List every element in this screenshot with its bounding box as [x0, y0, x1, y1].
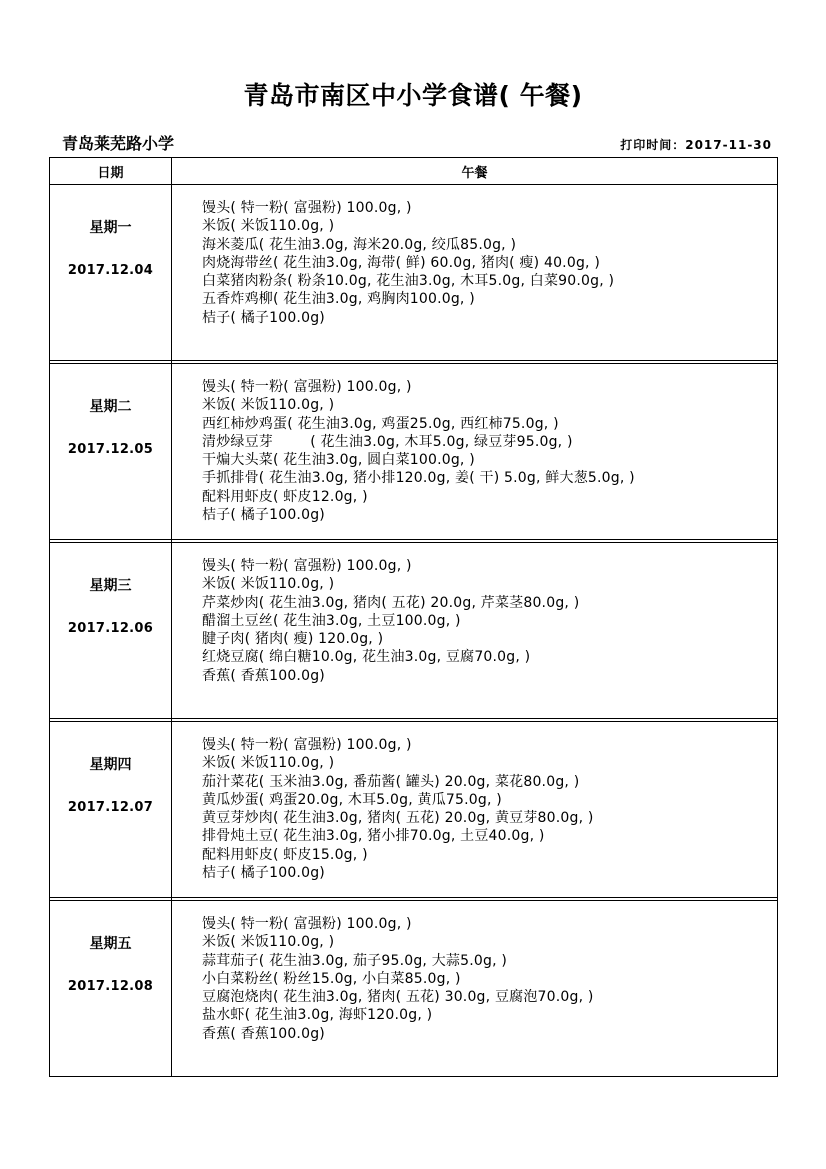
- lunch-item-list: [202, 378, 777, 524]
- print-time-label: 打印时间：: [620, 138, 686, 152]
- weekday-label: 星期五: [89, 936, 132, 952]
- list-item: 馒头( 特一粉( 富强粉) 100.0g, ): [202, 379, 412, 395]
- day-cell: [50, 543, 172, 719]
- menu-body: [50, 185, 778, 1077]
- list-item: 海米菱瓜( 花生油3.0g, 海米20.0g, 绞瓜85.0g, ): [202, 236, 517, 253]
- date-label: 2017.12.06: [67, 621, 154, 636]
- list-item: 小白菜粉丝( 粉丝15.0g, 小白菜85.0g, ): [202, 970, 461, 987]
- date-label: 2017.12.07: [67, 800, 154, 815]
- header-row: [50, 158, 778, 185]
- lunch-item-list: [202, 915, 777, 1043]
- table-row: [50, 722, 778, 898]
- weekday-label: 星期三: [89, 578, 132, 594]
- date-label: 2017.12.05: [67, 442, 154, 457]
- list-item: 馒头( 特一粉( 富强粉) 100.0g, ): [202, 200, 412, 216]
- list-item: 盐水虾( 花生油3.0g, 海虾120.0g, ): [202, 1007, 433, 1024]
- lunch-item-list: [202, 199, 777, 327]
- list-item: 桔子( 橘子100.0g): [202, 865, 325, 882]
- list-item: 馒头( 特一粉( 富强粉) 100.0g, ): [202, 916, 412, 932]
- list-item: 米饭( 米饭110.0g, ): [202, 397, 335, 414]
- header-lunch: 午餐: [172, 158, 778, 185]
- lunch-cell: [172, 722, 778, 898]
- list-item: 干煸大头菜( 花生油3.0g, 圆白菜100.0g, ): [202, 452, 475, 469]
- list-item: 肉烧海带丝( 花生油3.0g, 海带( 鲜) 60.0g, 猪肉( 瘦) 40.0g, ): [202, 254, 600, 271]
- list-item: 黄豆芽炒肉( 花生油3.0g, 猪肉( 五花) 20.0g, 黄豆芽80.0g, ): [202, 810, 594, 827]
- list-item: 蒜茸茄子( 花生油3.0g, 茄子95.0g, 大蒜5.0g, ): [202, 952, 508, 969]
- day-cell: [50, 901, 172, 1077]
- list-item: 米饭( 米饭110.0g, ): [202, 576, 335, 593]
- list-item: 馒头( 特一粉( 富强粉) 100.0g, ): [202, 737, 412, 753]
- list-item: 白菜猪肉粉条( 粉条10.0g, 花生油3.0g, 木耳5.0g, 白菜90.0g, ): [202, 273, 615, 290]
- page-title: 青岛市南区中小学食谱( 午餐): [243, 81, 583, 110]
- list-item: 芹菜炒肉( 花生油3.0g, 猪肉( 五花) 20.0g, 芹菜茎80.0g, ): [202, 594, 580, 611]
- list-item: 豆腐泡烧肉( 花生油3.0g, 猪肉( 五花) 30.0g, 豆腐泡70.0g, ): [202, 989, 594, 1006]
- date-label: 2017.12.08: [67, 979, 154, 994]
- list-item: 米饭( 米饭110.0g, ): [202, 218, 335, 235]
- day-cell: [50, 722, 172, 898]
- menu-table: [49, 157, 778, 1077]
- table-row: [50, 364, 778, 540]
- list-item: 茄汁菜花( 玉米油3.0g, 番茄酱( 罐头) 20.0g, 菜花80.0g, ): [202, 773, 580, 790]
- list-item: 五香炸鸡柳( 花生油3.0g, 鸡胸肉100.0g, ): [202, 291, 475, 308]
- list-item: 香蕉( 香蕉100.0g): [202, 667, 325, 684]
- day-cell: [50, 185, 172, 361]
- weekday-label: 星期二: [89, 399, 132, 415]
- list-item: 黄瓜炒蛋( 鸡蛋20.0g, 木耳5.0g, 黄瓜75.0g, ): [202, 791, 502, 808]
- header-date: 日期: [50, 158, 172, 185]
- list-item: 桔子( 橘子100.0g): [202, 309, 325, 326]
- lunch-cell: [172, 364, 778, 540]
- list-item: 桔子( 橘子100.0g): [202, 507, 325, 524]
- print-time: [620, 136, 772, 153]
- list-item: 米饭( 米饭110.0g, ): [202, 755, 335, 772]
- table-row: [50, 543, 778, 719]
- list-item: 清炒绿豆芽 ( 花生油3.0g, 木耳5.0g, 绿豆芽95.0g, ): [202, 433, 573, 450]
- lunch-item-list: [202, 557, 777, 685]
- list-item: 米饭( 米饭110.0g, ): [202, 934, 335, 951]
- list-item: 配料用虾皮( 虾皮12.0g, ): [202, 488, 368, 505]
- lunch-cell: [172, 901, 778, 1077]
- list-item: 红烧豆腐( 绵白糖10.0g, 花生油3.0g, 豆腐70.0g, ): [202, 649, 531, 666]
- lunch-cell: [172, 543, 778, 719]
- print-time-value: 2017-11-30: [685, 138, 772, 152]
- list-item: 腱子肉( 猪肉( 瘦) 120.0g, ): [202, 631, 384, 648]
- table-row: [50, 185, 778, 361]
- lunch-item-list: [202, 736, 777, 882]
- list-item: 西红柿炒鸡蛋( 花生油3.0g, 鸡蛋25.0g, 西红柿75.0g, ): [202, 415, 559, 432]
- list-item: 香蕉( 香蕉100.0g): [202, 1025, 325, 1042]
- list-item: 配料用虾皮( 虾皮15.0g, ): [202, 846, 368, 863]
- weekday-label: 星期四: [89, 757, 132, 773]
- weekday-label: 星期一: [89, 220, 132, 236]
- lunch-cell: [172, 185, 778, 361]
- list-item: 醋溜土豆丝( 花生油3.0g, 土豆100.0g, ): [202, 612, 461, 629]
- school-name: 青岛莱芜路小学: [62, 134, 175, 153]
- table-row: [50, 901, 778, 1077]
- list-item: 馒头( 特一粉( 富强粉) 100.0g, ): [202, 558, 412, 574]
- list-item: 排骨炖土豆( 花生油3.0g, 猪小排70.0g, 土豆40.0g, ): [202, 828, 545, 845]
- day-cell: [50, 364, 172, 540]
- list-item: 手抓排骨( 花生油3.0g, 猪小排120.0g, 姜( 干) 5.0g, 鲜大葱5.0g, ): [202, 470, 635, 487]
- date-label: 2017.12.04: [67, 263, 154, 278]
